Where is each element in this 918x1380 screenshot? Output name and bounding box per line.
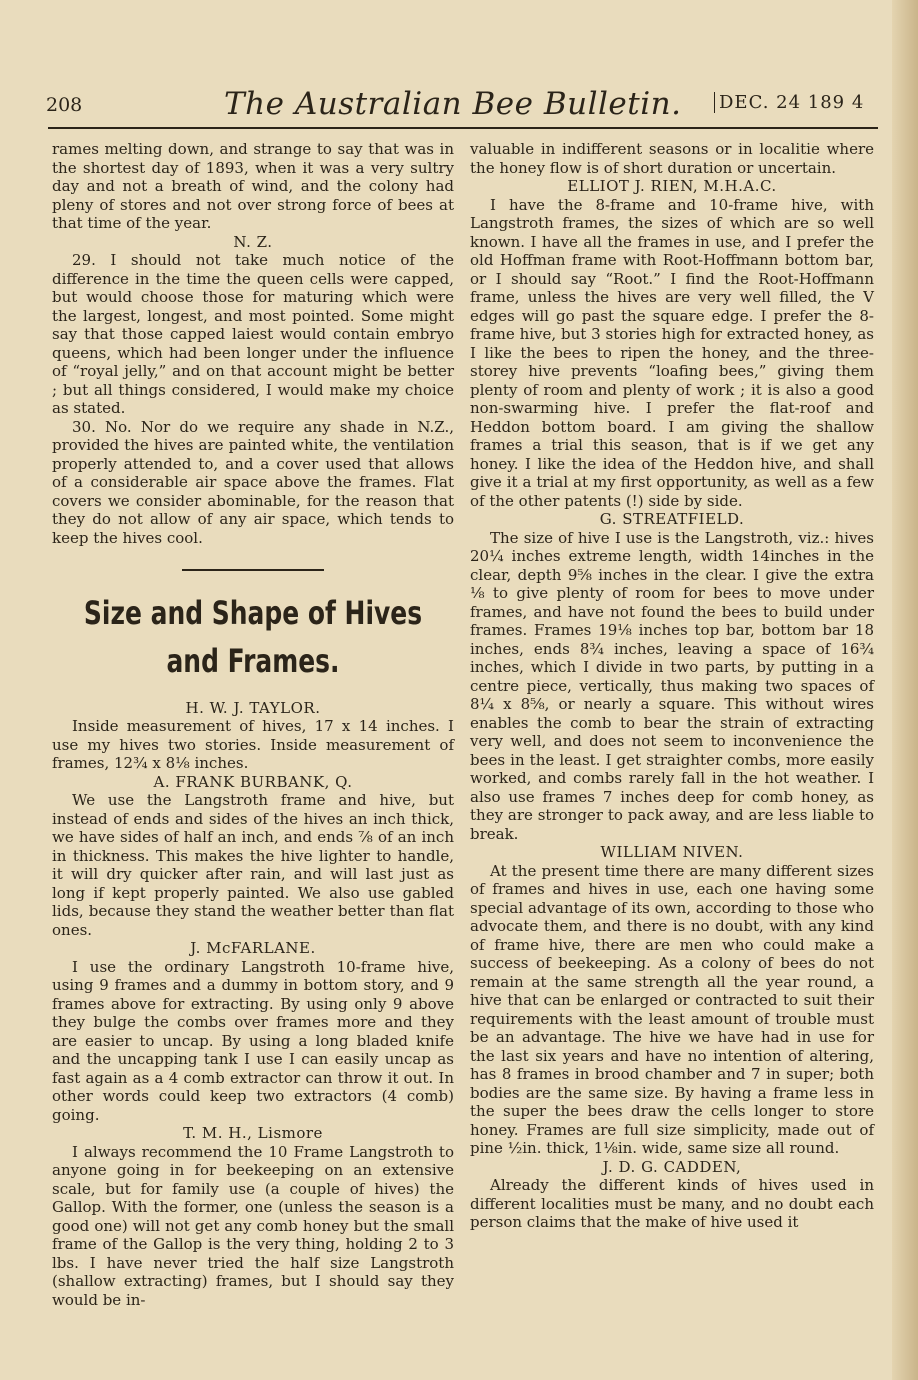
author-reply: At the present time there are many different sizes of frames and hives in use, each one having some special advantage of its own, according to those who advocate them, and there is no doubt, with any kind of frame hive, there are men who could make a success of beekeeping. As a colony of bees do not remain at the same strength all the year round, a hive that can be enlarged or contracted to suit their requirements with the least amount of trouble must be an advantage. The hive we have had in use for the last six years and have no intention of altering, has 8 frames in brood chamber and 7 in super; both bodies are the same size. By having a frame less in the super the bees draw the cells longer to store honey. Frames are full size simplicity, made out of pine ½in. thick, 1⅛in. wide, same size all round. bbox=[470, 861, 874, 1157]
author-reply: We use the Langstroth frame and hive, but instead of ends and sides of the hives an inch thick, we have sides of half an inch, and ends ⅞ of an inch in thickness. This makes the hive lighter to handle, it will dry quicker after rain, and will last just as long if kept properly painted. We also use gabled lids, because they stand the weather better than flat ones. bbox=[52, 791, 454, 939]
answer-30: 30. No. Nor do we require any shade in N.Z., provided the hives are painted white, the ventilation properly attended to, and a cover used that allows of a considerable air space above the frames. Flat covers we consider abominable, for the reason that they do not allow of any air space, which tends to keep the hives cool. bbox=[52, 417, 454, 547]
author-name: ELLIOT J. RIEN, M.H.A.C. bbox=[567, 177, 777, 195]
author-reply: I have the 8-frame and 10-frame hive, with Langstroth frames, the sizes of which are so well known. I have all the frames in use, and I prefer the old Hoffman frame with Root-Hoffmann bottom bar, or I should say “Root.” I find the Root-Hoffmann frame, unless the hives are very well filled, the V edges will go past the square edge. I prefer the 8-frame hive, but 3 stories high for extracted honey, as I like the bees to ripen the honey, and the three-storey hive prevents “loafing bees,” giving them plenty of room and plenty of work ; it is also a good non-swarming hive. I prefer the flat-roof and Heddon bottom board. I am giving the shallow frames a trial this season, that is if we get any honey. I like the idea of the Heddon hive, and shall give it a trial at my first opportunity, as well as a few of the other patents (!) side by side. bbox=[470, 195, 874, 510]
author-reply: The size of hive I use is the Langstroth, viz.: hives 20¼ inches extreme length, width 14inches in the clear, depth 9⅝ inches in the clear. I give the extra ⅛ to give plenty of room for bees to move under frames, and have not found the bees to build under frames. Frames 19⅛ inches top bar, bottom bar 18 inches, ends 8¾ inches, leaving a space of 16¾ inches, which I divide in two parts, by putting in a centre piece, vertically, thus making two spaces of 8¼ x 8⅝, or nearly a square. This without wires enables the comb to bear the strain of extracting very well, and does not seem to inconvenience the bees in the least. I get straighter combs, more easily worked, and combs rarely fall in the hot weather. I also use frames 7 inches deep for comb honey, as they are stronger to pack away, and are less liable to break. bbox=[470, 528, 874, 843]
author-reply: Already the different kinds of hives used in different localities must be many, and no doubt each person claims that the make of hive used it bbox=[470, 1176, 874, 1231]
author-name: T. M. H., Lismore bbox=[183, 1124, 323, 1142]
continued-paragraph: valuable in indifferent seasons or in localitie where the honey flow is of short duration or uncertain. bbox=[470, 140, 874, 177]
author-name: H. W. J. TAYLOR. bbox=[185, 698, 321, 717]
author-signature: N. Z. bbox=[233, 232, 273, 251]
page-header bbox=[46, 86, 881, 126]
page-number: 208 bbox=[46, 94, 83, 116]
author-name: J. D. G. CADDEN, bbox=[602, 1157, 742, 1176]
issue-date: DEC. 24 189 4 bbox=[714, 92, 864, 113]
author-reply: I always recommend the 10 Frame Langstroth to anyone going in for beekeeping on an extensive scale, but for family use (a couple of hives) the Gallop. With the former, one (unless the season is a good one) will not get any comb honey but the small frame of the Gallop is the very thing, holding 2 to 3 lbs. I have never tried the half size Langstroth (shallow extracting) frames, but I should say they would be in- bbox=[52, 1142, 454, 1309]
author-name: G. STREATFIELD. bbox=[599, 510, 745, 528]
left-column bbox=[52, 140, 454, 1309]
page-edge-shadow bbox=[892, 0, 918, 1380]
right-column bbox=[470, 140, 874, 1232]
answer-29: 29. I should not take much notice of the difference in the time the queen cells were capped, but would choose those for maturing which were the largest, longest, and most pointed. Some might say that those capped laiest would contain embryo queens, which had been longer under the influence of “royal jelly,” and on that account might be better ; but all things considered, I would make my choice as stated. bbox=[52, 251, 454, 417]
author-reply: I use the ordinary Langstroth 10-frame hive, using 9 frames and a dummy in bottom story, and 9 frames above for extracting. By using only 9 above they bulge the combs over frames more and they are easier to uncap. By using a long bladed knife and the uncapping tank I use I can easily uncap as fast again as a 4 comb extractor can throw it out. In other words could keep two extractors (4 comb) going. bbox=[52, 957, 454, 1124]
author-name: A. FRANK BURBANK, Q. bbox=[153, 772, 353, 791]
section-heading: Size and Shape of Hives and Frames. bbox=[83, 593, 423, 680]
author-name: J. McFARLANE. bbox=[190, 939, 316, 957]
header-rule bbox=[48, 127, 878, 129]
continued-paragraph: rames melting down, and strange to say that was in the shortest day of 1893, when it was a very sultry day and not a breath of wind, and the colony had pleny of stores and not over strong force of bees at that time of the year. bbox=[52, 140, 454, 232]
section-divider bbox=[182, 569, 324, 571]
journal-title: The Australian Bee Bulletin. bbox=[224, 86, 682, 122]
author-name: WILLIAM NIVEN. bbox=[600, 843, 744, 861]
author-reply: Inside measurement of hives, 17 x 14 inches. I use my hives two stories. Inside measurement of frames, 12¾ x 8⅛ inches. bbox=[52, 717, 454, 772]
